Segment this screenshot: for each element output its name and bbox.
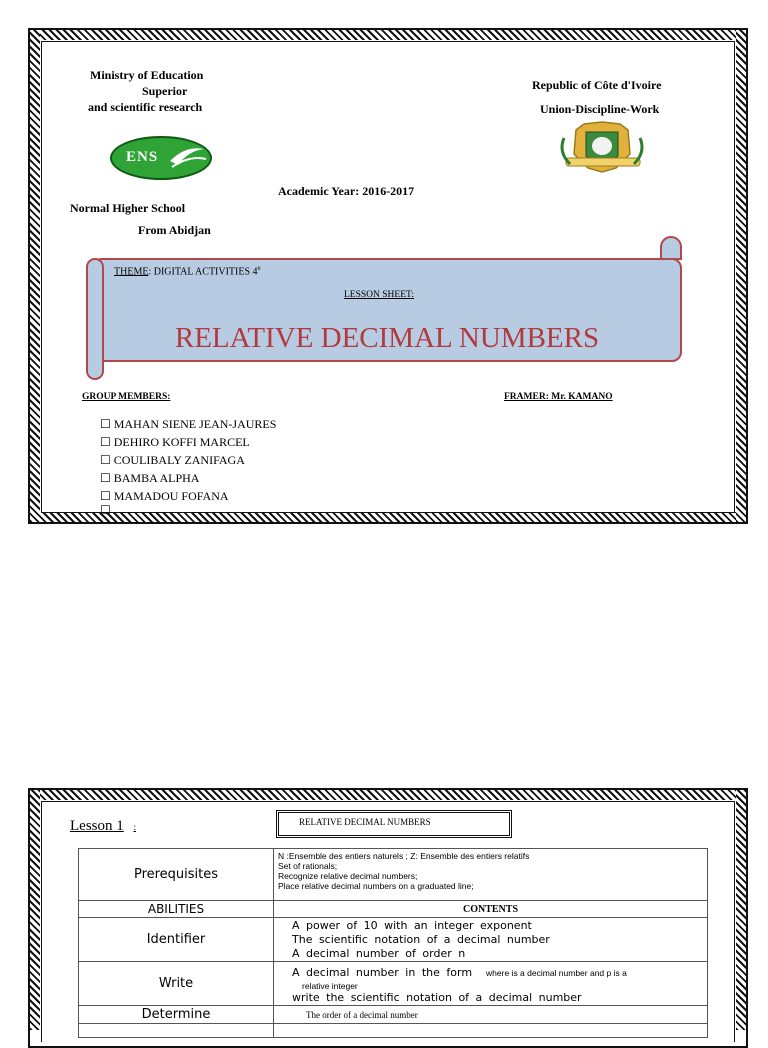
decorative-border-top	[30, 790, 746, 800]
ministry-line2: Superior	[142, 84, 188, 98]
abilities-header: ABILITIES	[79, 901, 274, 918]
empty-cell	[79, 1024, 274, 1038]
identifier-line: A power of 10 with an integer exponent	[292, 919, 532, 932]
decorative-border-right	[736, 790, 746, 1030]
cover-page	[28, 28, 748, 524]
table-row	[79, 1024, 708, 1038]
lesson-colon: :	[133, 822, 137, 832]
prereq-line: Place relative decimal numbers on a graduated line;	[278, 881, 474, 891]
write-label: Write	[79, 962, 274, 1006]
decorative-border-top	[30, 30, 746, 40]
ens-logo-swoosh-icon	[168, 143, 208, 173]
theme-label: THEME	[114, 266, 149, 278]
write-contents	[274, 962, 708, 1006]
academic-year: Academic Year: 2016-2017	[278, 184, 415, 198]
contents-header: CONTENTS	[274, 901, 708, 918]
lesson-heading	[70, 818, 136, 835]
write-line: A decimal number in the form	[292, 966, 473, 979]
ens-logo-text: ENS	[126, 149, 159, 165]
lesson-page	[28, 788, 748, 1048]
decorative-border-left	[30, 790, 40, 1030]
ministry-line1: Ministry of Education	[90, 68, 204, 82]
school-line2: From Abidjan	[138, 223, 211, 237]
lesson-banner	[92, 258, 682, 362]
theme-sup: e	[257, 264, 261, 272]
republic-name: Republic of Côte d'Ivoire	[532, 78, 662, 92]
prerequisites-label: Prerequisites	[79, 849, 274, 901]
republic-motto: Union-Discipline-Work	[540, 102, 660, 116]
empty-cell	[274, 1024, 708, 1038]
member-item: ☐	[100, 503, 111, 517]
lesson-label: Lesson 1	[70, 818, 124, 834]
table-row	[79, 918, 708, 962]
theme-line	[114, 264, 261, 277]
framer-label: FRAMER: Mr. KAMANO	[504, 392, 613, 402]
members-list	[100, 415, 276, 515]
ministry-line3: and scientific research	[88, 100, 203, 114]
decorative-border-left	[30, 30, 40, 522]
member-item: ☐ BAMBA ALPHA	[100, 471, 200, 485]
table-row	[79, 901, 708, 918]
table-row	[79, 849, 708, 901]
prerequisites-contents	[274, 849, 708, 901]
table-row	[79, 1006, 708, 1024]
ministry-block	[90, 67, 220, 115]
lesson-table	[78, 848, 708, 1038]
identifier-line: A decimal number of order n	[292, 947, 466, 960]
determine-contents: The order of a decimal number	[274, 1006, 708, 1024]
group-members-label: GROUP MEMBERS:	[82, 392, 171, 402]
identifier-contents	[274, 918, 708, 962]
table-row	[79, 962, 708, 1006]
scroll-curl-left	[86, 258, 104, 380]
identifier-label: Identifier	[79, 918, 274, 962]
theme-value: : DIGITAL ACTIVITIES 4	[148, 266, 258, 278]
write-line-small: where is a decimal number and p is a	[486, 968, 627, 978]
member-item: ☐ MAMADOU FOFANA	[100, 489, 229, 503]
identifier-line: The scientific notation of a decimal number	[292, 933, 550, 946]
prereq-line: Set of rationals;	[278, 861, 338, 871]
decorative-border-right	[736, 30, 746, 522]
write-line: write the scientific notation of a decimal number	[292, 991, 582, 1004]
coat-of-arms-icon	[556, 118, 650, 178]
member-item: ☐ COULIBALY ZANIFAGA	[100, 453, 245, 467]
prereq-line: Recognize relative decimal numbers;	[278, 871, 418, 881]
ens-logo	[110, 136, 212, 180]
prereq-line: N :Ensemble des entiers naturels ; Z: Ensemble des entiers relatifs	[278, 851, 530, 861]
member-item: ☐ MAHAN SIENE JEAN-JAURES	[100, 417, 277, 431]
school-line1: Normal Higher School	[70, 201, 186, 215]
lesson-sheet-label: LESSON SHEET:	[344, 290, 414, 300]
determine-label: Determine	[79, 1006, 274, 1024]
member-item: ☐ DEHIRO KOFFI MARCEL	[100, 435, 250, 449]
write-line-small: relative integer	[302, 981, 358, 991]
scroll-curl-right	[660, 236, 682, 260]
lesson-title: RELATIVE DECIMAL NUMBERS	[174, 322, 600, 354]
lesson-title-box: RELATIVE DECIMAL NUMBERS	[276, 810, 512, 838]
